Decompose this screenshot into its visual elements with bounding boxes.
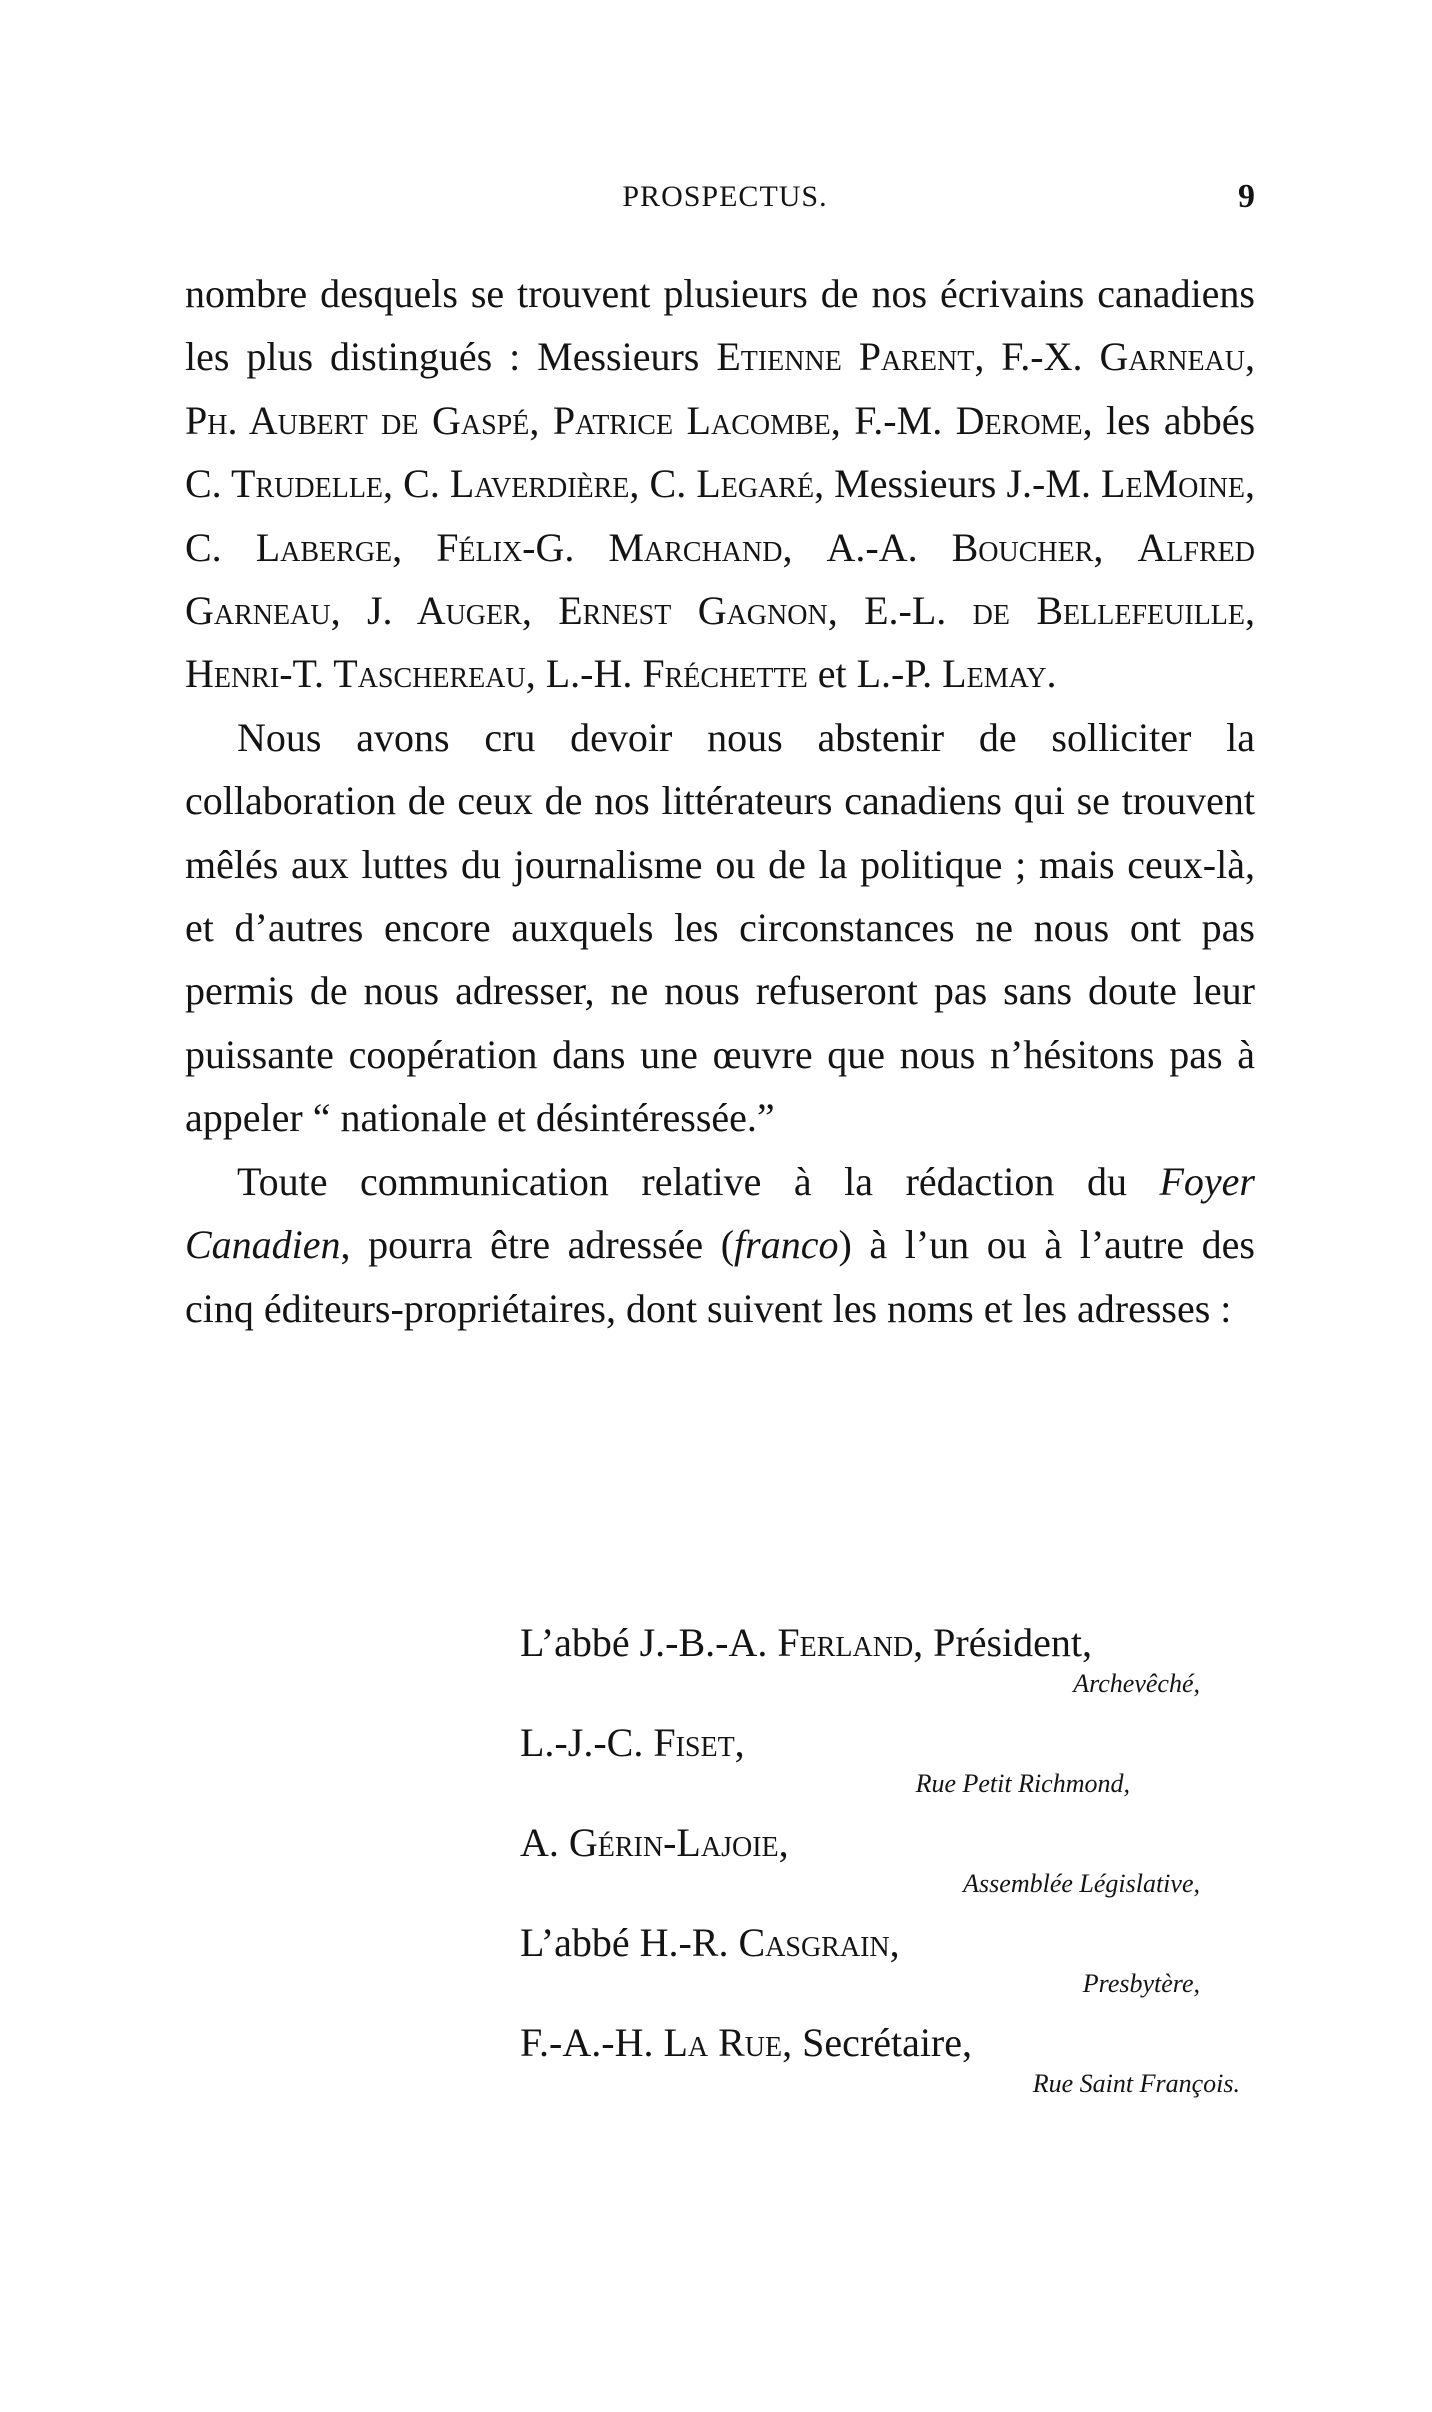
separator: , [827, 588, 865, 634]
editor-name-line [520, 1820, 1200, 1866]
contributor-name: L.-P. Lemay [856, 651, 1047, 697]
editors-list [520, 1620, 1240, 2120]
contributor-name: Ernest Gagnon [558, 588, 828, 634]
editor-entry [520, 2020, 1240, 2102]
body-text [185, 262, 1255, 1340]
editor-name-line [520, 1720, 1200, 1766]
editor-name: L.-J.-C. Fiset [520, 1720, 735, 1765]
italic-term: franco [734, 1222, 839, 1268]
paragraph-abstention: Nous avons cru devoir nous abstenir de solliciter la collaboration de ceux de nos littérateurs canadiens qui se trouvent mêlés aux luttes du journalisme ou de la politique ; mais ceux-là, et d’autres encore auxquels les circonstances ne nous ont pas permis de nous adresser, ne nous refuseront pas sans doute leur puissante coopération dans une œuvre que nous n’hésitons pas à appeler “ nationale et désintéressée.” [185, 714, 1255, 1141]
paragraph-communication [185, 1150, 1255, 1340]
running-header [185, 172, 1265, 222]
text-run: nombre desquels se trouvent plusieurs de nos écrivains canadiens les plus distingués : Messieurs [185, 271, 1255, 380]
separator: , [521, 588, 559, 634]
paragraph-contributors [185, 262, 1255, 706]
contributor-name: F.-X. Garneau [1001, 334, 1245, 380]
publication-title: Foyer Canadien [185, 1158, 1255, 1268]
text-run: Toute communication relative à la rédaction du [237, 1158, 1160, 1204]
editor-address: Presbytère, [1082, 1969, 1200, 1998]
contributor-name: A.-A. Boucher [826, 524, 1094, 570]
editor-role: , [889, 1920, 900, 1965]
editor-address: Rue Petit Richmond, [915, 1769, 1130, 1798]
separator: , [974, 334, 1002, 380]
contributor-name: J.-M. LeMoine [1006, 461, 1246, 507]
contributor-name: E.-L. de Bellefeuille [864, 588, 1246, 634]
editor-role: , Secrétaire, [782, 2020, 973, 2065]
contributor-name: C. Legaré [649, 461, 815, 507]
separator: , les abbés [1082, 397, 1256, 443]
editor-entry [520, 1720, 1200, 1802]
editor-name-line [520, 1920, 1200, 1966]
running-title: PROSPECTUS. [622, 180, 828, 213]
editor-name: A. Gérin-Lajoie [520, 1820, 779, 1865]
separator: , [392, 524, 437, 570]
separator: . [1046, 651, 1057, 697]
editor-prefix: L’abbé [520, 1920, 640, 1965]
contributor-name: C. Laverdière [403, 461, 630, 507]
separator: et [807, 651, 857, 697]
editor-role: , [778, 1820, 789, 1865]
separator: , [1245, 588, 1256, 634]
editor-address: Assemblée Législative, [963, 1869, 1200, 1898]
separator: , [525, 651, 546, 697]
separator: , [1245, 334, 1255, 380]
contributor-name: Alfred Garneau [185, 524, 1255, 634]
contributor-name: Henri-T. Taschereau [185, 651, 526, 697]
editor-role: , [734, 1720, 745, 1765]
separator: , [830, 397, 855, 443]
contributor-name: C. Trudelle [185, 461, 384, 507]
text-run: ) à l’un ou à l’autre des cinq éditeurs-propriétaires, dont suivent les noms et les adresses : [185, 1222, 1255, 1331]
editor-address: Rue Saint François. [1032, 2069, 1240, 2098]
editor-prefix: L’abbé [520, 1620, 640, 1665]
editor-name: J.-B.-A. Ferland [639, 1620, 914, 1665]
separator: , [330, 588, 367, 634]
editor-name-line [520, 2020, 1200, 2066]
contributor-name: Ph. Aubert de Gaspé [185, 397, 530, 443]
contributor-name: F.-M. Derome [854, 397, 1083, 443]
editor-entry [520, 1820, 1200, 1902]
separator: , [529, 397, 553, 443]
text-run: , pourra être adressée ( [340, 1222, 735, 1268]
editor-entry [520, 1920, 1200, 2002]
page-number: 9 [1238, 178, 1255, 215]
editor-address: Archevêché, [1073, 1669, 1200, 1698]
editor-role: , Président, [913, 1620, 1093, 1665]
editor-name-line [520, 1620, 1200, 1666]
contributor-name: C. Laberge [185, 524, 393, 570]
contributor-name: L.-H. Fréchette [545, 651, 808, 697]
separator: , [1245, 461, 1256, 507]
separator: , [782, 524, 827, 570]
separator: , Messieurs [814, 461, 1007, 507]
editor-name: H.-R. Casgrain [639, 1920, 890, 1965]
separator: , [629, 461, 650, 507]
editor-entry [520, 1620, 1200, 1702]
contributor-name: Félix-G. Marchand [436, 524, 783, 570]
contributor-name: Etienne Parent [716, 334, 975, 380]
separator: , [1093, 524, 1138, 570]
contributor-name: J. Auger [366, 588, 522, 634]
contributor-name: Patrice Lacombe [552, 397, 831, 443]
separator: , [383, 461, 404, 507]
editor-name: F.-A.-H. La Rue [520, 2020, 783, 2065]
